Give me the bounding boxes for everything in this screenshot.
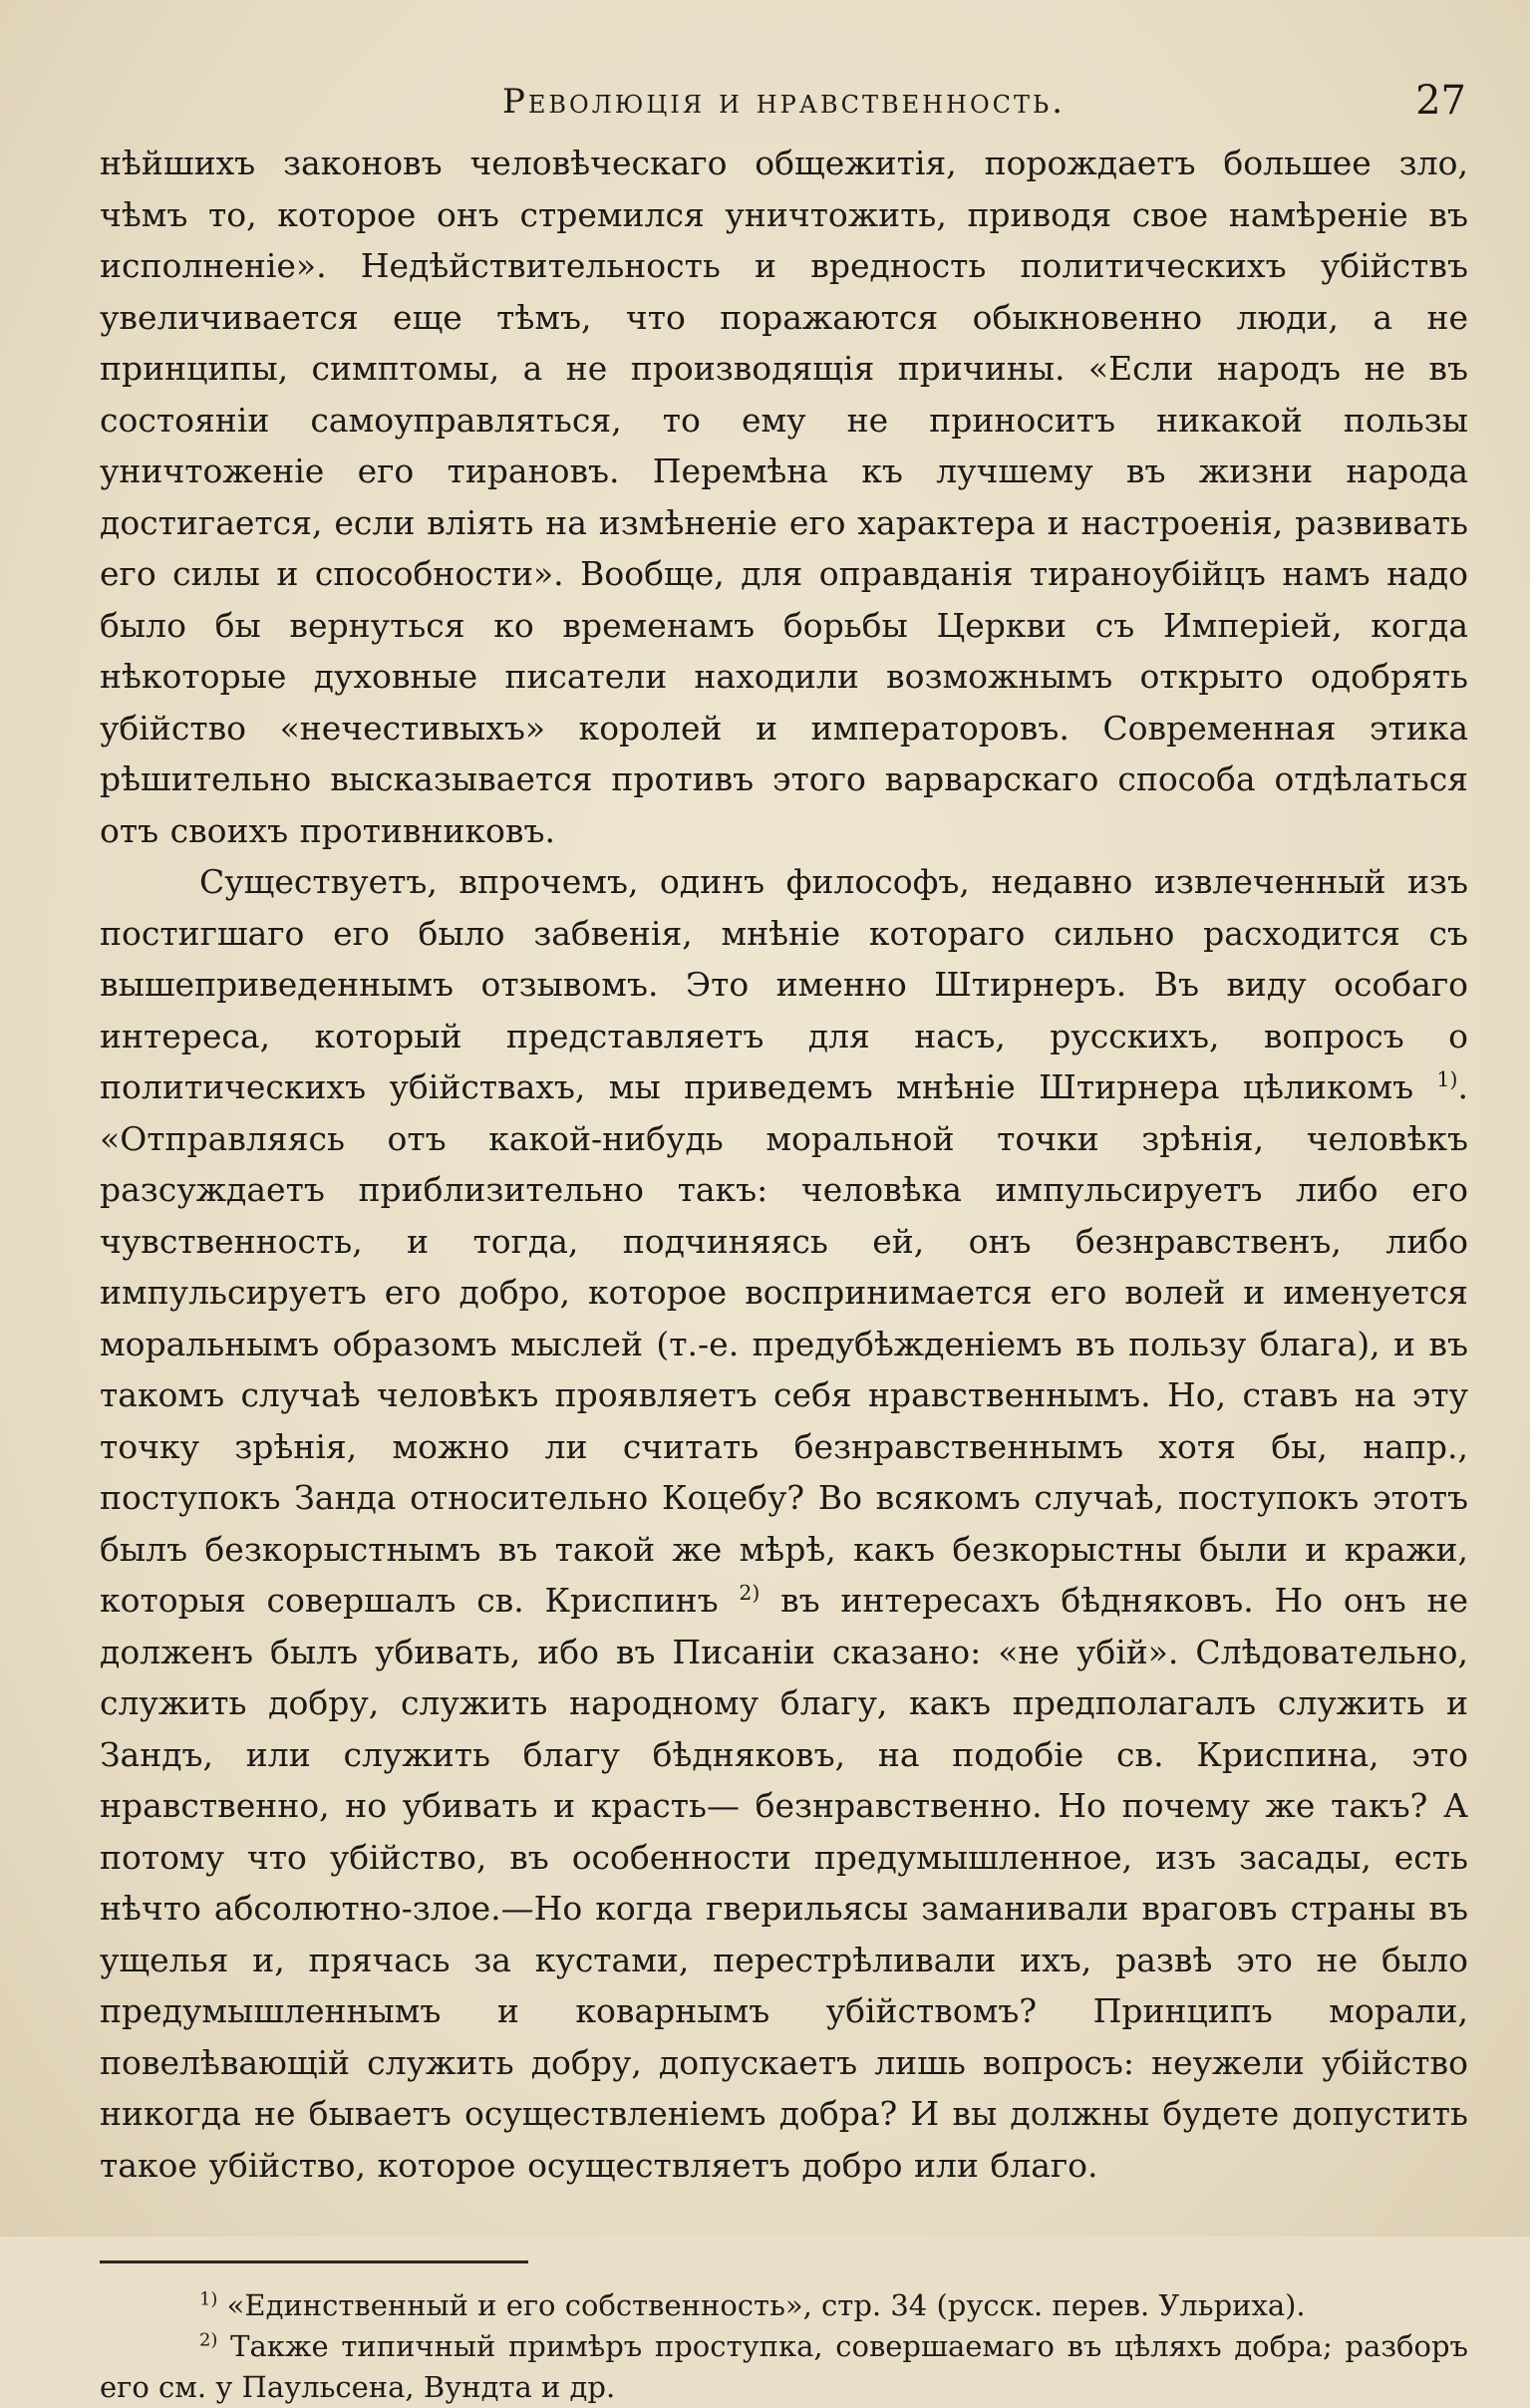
paragraph-2-part-2: . «Отправляясь отъ какой-нибудь моральной точки зрѣнія, человѣкъ разсуждаетъ приблизительно такъ: человѣка импульсируетъ либо его чувственность, и тогда, подчиняясь ей, онъ безнравственъ, либо импульсируетъ его добро, которое воспринимается его волей и именуется моральнымъ образомъ мыслей (т.-е. предубѣжденіемъ въ пользу блага), и въ такомъ случаѣ человѣкъ проявляетъ себя нравственнымъ. Но, ставъ на эту точку зрѣнія, можно ли считать безнравственнымъ хотя бы, напр., поступокъ Занда относительно Коцебу? Во всякомъ случаѣ, поступокъ этотъ былъ безкорыстнымъ въ такой же мѣрѣ, какъ безкорыстны были и кражи, которыя совершалъ св. Криспинъ xyxy=(100,1067,1468,1620)
paragraph-1: нѣйшихъ законовъ человѣческаго общежитія, порождаетъ большее зло, чѣмъ то, которое онъ стремился уничтожить, приводя свое намѣреніе въ исполненіе». Недѣйствительность и вредность политическихъ убійствъ увеличивается еще тѣмъ, что поражаются обыкновенно люди, а не принципы, симптомы, а не производящія причины. «Если народъ не въ состояніи самоуправляться, то ему не приноситъ никакой пользы уничтоженіе его тирановъ. Перемѣна къ лучшему въ жизни народа достигается, если вліять на измѣненіе его характера и настроенія, развивать его силы и способности». Вообще, для оправданія тираноубійцъ намъ надо было бы вернуться ко временамъ борьбы Церкви съ Имперіей, когда нѣкоторые духовные писатели находили возможнымъ открыто одобрять убійство «нечестивыхъ» королей и императоровъ. Современная этика рѣшительно высказывается противъ этого варварскаго способа отдѣлаться отъ своихъ противниковъ. xyxy=(100,144,1468,850)
footnote-divider xyxy=(100,2260,528,2263)
footnote-2-text: Также типичный примѣръ проступка, совершаемаго въ цѣляхъ добра; разборъ его см. у Паульсена, Вундта и др. xyxy=(100,2329,1468,2404)
footnote-ref-1[interactable]: 1) xyxy=(1436,1067,1458,1091)
footnote-ref-2[interactable]: 2) xyxy=(739,1581,761,1605)
footnote-2 xyxy=(100,2326,1468,2408)
footnote-2-mark: 2) xyxy=(199,2329,218,2351)
running-title: Революція и нравственность. xyxy=(501,82,1067,122)
paragraph-2 xyxy=(100,856,1468,2191)
footnotes xyxy=(100,2285,1468,2408)
running-head xyxy=(100,78,1468,134)
page-number: 27 xyxy=(1415,78,1466,124)
footnote-1 xyxy=(100,2285,1468,2326)
paragraph-2-part-1: Существуетъ, впрочемъ, одинъ философъ, недавно извлеченный изъ постигшаго его было забвенія, мнѣніе котораго сильно расходится съ вышеприведеннымъ отзывомъ. Это именно Штирнеръ. Въ виду особаго интереса, который представляетъ для насъ, русскихъ, вопросъ о политическихъ убійствахъ, мы приведемъ мнѣніе Штирнера цѣликомъ xyxy=(100,862,1468,1106)
footnote-1-text: «Единственный и его собственность», стр. 34 (русск. перев. Ульриха). xyxy=(217,2288,1306,2322)
paragraph-2-part-3: въ интересахъ бѣдняковъ. Но онъ не долженъ былъ убивать, ибо въ Писаніи сказано: «не убій». Слѣдовательно, служить добру, служить народному благу, какъ предполагалъ служить и Зандъ, или служить благу бѣдняковъ, на подобіе св. Криспина, это нравственно, но убивать и красть— безнравственно. Но почему же такъ? А потому что убійство, въ особенности предумышленное, изъ засады, есть нѣчто абсолютно-злое.—Но когда гверильясы заманивали враговъ страны въ ущелья и, прячась за кустами, перестрѣливали ихъ, развѣ это не было предумышленнымъ и коварнымъ убійствомъ? Принципъ морали, повелѣвающій служить добру, допускаетъ лишь вопросъ: неужели убійство никогда не бываетъ осуществленіемъ добра? И вы должны будете допустить такое убійство, которое осуществляетъ добро или благо. xyxy=(100,1581,1469,2185)
main-text xyxy=(100,138,1468,2191)
footnote-1-mark: 1) xyxy=(199,2288,218,2310)
